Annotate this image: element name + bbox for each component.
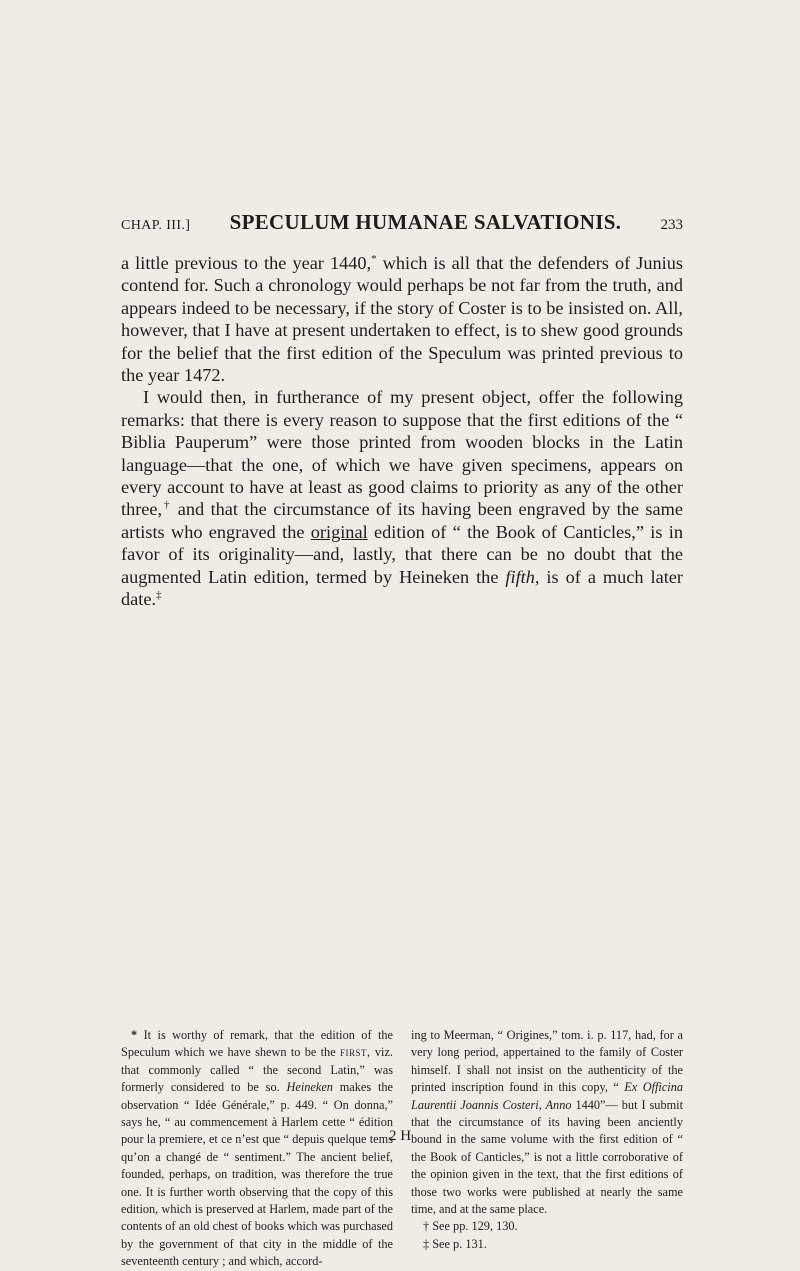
running-head bbox=[121, 210, 683, 235]
text-run: ing to Meerman, “ Origines,” tom. i. p. 117, had, for a very long period, appertained to the family of Coster himself. I shall not insist on the authenticity of the printed inscription found in this copy, “ bbox=[411, 1028, 683, 1095]
text-run: makes the observation “ Idée Générale,” p. 449. “ On donna,” says he, “ au commencement à Harlem cette “ édition pour la premiere, et ce n’est que “ depuis quelque tems qu’on a changé de “ sentiment.” The ancient belief, founded, perhaps, on tradition, was therefore the true one. It is further worth observing that the copy of this edition, which is preserved at Harlem, made part of the contents of an old chest of books which was purchased by the government of that city in the middle of the seventeenth century ; and which, accord- bbox=[121, 1080, 393, 1269]
text-run: is of a much later date. bbox=[121, 566, 683, 610]
footnotes bbox=[121, 1027, 683, 1271]
paragraph-2 bbox=[121, 386, 683, 610]
text-run: 1440”— but I submit that the circumstance of its having been anciently bound in the same volume with the first edition of “ the Book of Canticles,” is not a little corroborative of the opinion given in the text, that the first editions of those two works were published at nearly the same time, and at the same place. bbox=[411, 1097, 683, 1217]
italic-inscription: Ex Officina Laurentii Joannis Costeri, Anno bbox=[411, 1080, 683, 1112]
text-run: viz. that commonly called “ the second Latin,” was formerly considered to be so. bbox=[121, 1045, 393, 1095]
footnote-marker: * bbox=[131, 1028, 138, 1042]
footnote-marker: ‡ bbox=[156, 589, 162, 601]
text-run: which is all that the defenders of Junius contend for. Such a chronology would perhaps be not far from the truth, and appears indeed to be necessary, if the story of Coster is to be insisted on. All, however, that I have at present undertaken to effect, is to shew good grounds for the belief that the first edition of the Speculum was printed previous to the year 1472. bbox=[121, 253, 683, 386]
chapter-label: CHAP. III.] bbox=[121, 218, 191, 233]
page-title: SPECULUM HUMANAE SALVATIONIS. bbox=[229, 210, 622, 234]
footnote-dagger: † See pp. 129, 130. bbox=[423, 1219, 518, 1234]
text-run: and that the circumstance of its having been engraved by the same artists who engraved the bbox=[121, 499, 683, 542]
footnote-star bbox=[121, 1027, 393, 1271]
text-run: I would then, in furtherance of my present object, offer the following remarks: that there is every reason to suppose that the first editions of the “ Biblia Pauperum” were those printed from wooden blocks in the Latin language—that the one, of which we have given specimens, appears on every account to have at least as good claims to priority as any of the other three, bbox=[121, 387, 683, 520]
paragraph-1 bbox=[121, 252, 683, 386]
footnote-double-dagger: ‡ See p. 131. bbox=[423, 1236, 487, 1251]
italic-word: Heineken bbox=[286, 1080, 333, 1095]
small-caps-word: first, bbox=[339, 1045, 371, 1060]
text-run: It is worthy of remark, that the edition of the Speculum which we have shewn to be the bbox=[121, 1028, 393, 1060]
footnote-star-continued bbox=[411, 1027, 683, 1218]
main-text bbox=[121, 252, 683, 611]
underlined-word: original bbox=[310, 521, 368, 542]
text-run: edition of “ the Book of Canticles,” is in favor of its originality—and, lastly, that there can be no doubt that the augmented Latin edition, termed by Heineken the bbox=[121, 521, 683, 587]
footnote-column-left bbox=[121, 1027, 393, 1271]
italic-word: fifth, bbox=[505, 566, 540, 587]
footnote-marker: * bbox=[371, 252, 377, 265]
printer-signature: 2 H bbox=[388, 1128, 412, 1144]
page-number: 233 bbox=[660, 217, 683, 233]
footnote-column-right bbox=[411, 1027, 683, 1271]
text-run: a little previous to the year 1440, bbox=[121, 253, 372, 273]
footnote-marker: † bbox=[162, 499, 172, 512]
